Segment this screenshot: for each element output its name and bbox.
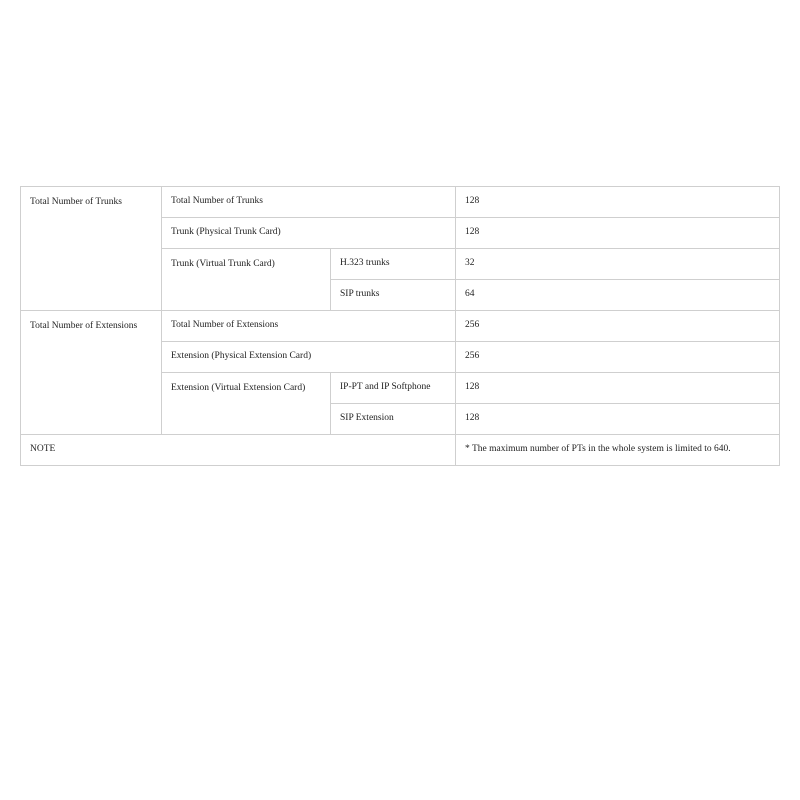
trunks-sip-label: SIP trunks <box>331 280 456 311</box>
trunks-h323-value: 32 <box>456 249 780 280</box>
table-row <box>21 435 780 466</box>
table-row <box>21 187 780 218</box>
trunks-physical-value: 128 <box>456 218 780 249</box>
extensions-total-value: 256 <box>456 311 780 342</box>
trunks-physical-label: Trunk (Physical Trunk Card) <box>162 218 456 249</box>
extensions-physical-label: Extension (Physical Extension Card) <box>162 342 456 373</box>
trunks-total-label: Total Number of Trunks <box>162 187 456 218</box>
note-text: * The maximum number of PTs in the whole system is limited to 640. <box>456 435 780 466</box>
extensions-sip-value: 128 <box>456 404 780 435</box>
trunks-h323-label: H.323 trunks <box>331 249 456 280</box>
trunks-group-label: Total Number of Trunks <box>21 187 162 311</box>
capacity-table <box>20 186 780 466</box>
extensions-group-label: Total Number of Extensions <box>21 311 162 435</box>
note-label: NOTE <box>21 435 456 466</box>
extensions-ippt-value: 128 <box>456 373 780 404</box>
extensions-total-label: Total Number of Extensions <box>162 311 456 342</box>
table-row <box>21 311 780 342</box>
extensions-sip-label: SIP Extension <box>331 404 456 435</box>
extensions-virtual-label: Extension (Virtual Extension Card) <box>162 373 331 435</box>
extensions-ippt-label: IP-PT and IP Softphone <box>331 373 456 404</box>
trunks-total-value: 128 <box>456 187 780 218</box>
extensions-physical-value: 256 <box>456 342 780 373</box>
trunks-virtual-label: Trunk (Virtual Trunk Card) <box>162 249 331 311</box>
trunks-sip-value: 64 <box>456 280 780 311</box>
